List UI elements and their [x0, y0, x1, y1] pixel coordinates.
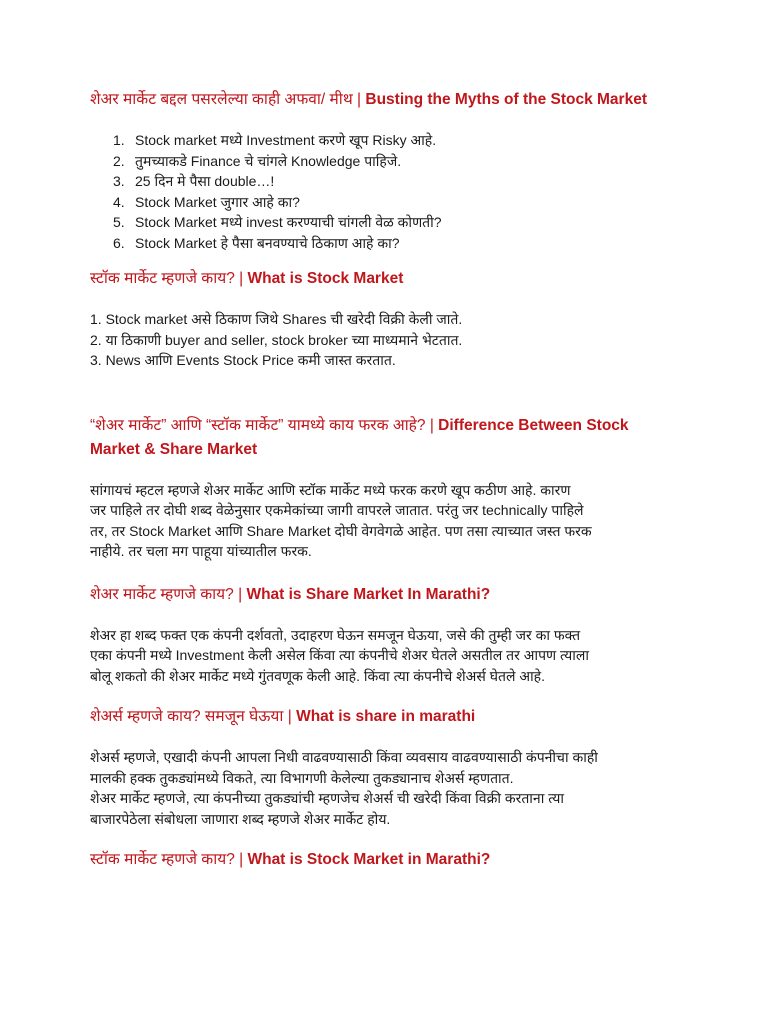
- heading-difference: [90, 414, 670, 462]
- heading-en: Difference Between Stock Market & Share Market: [90, 416, 629, 458]
- heading-mr: स्टॉक मार्केट म्हणजे काय? |: [90, 851, 248, 868]
- list-text: Stock market मध्ये Investment करणे खूप Risky आहे.: [135, 132, 437, 148]
- list-number: 4.: [113, 193, 125, 210]
- text-line: नाहीये. तर चला मग पाहूया यांच्यातील फरक.: [90, 543, 312, 559]
- text-line: जर पाहिले तर दोघी शब्द वेळेनुसार एकमेकांच्या जागी वापरले जातात. परंतु जर technically पाहिले: [90, 502, 584, 518]
- text-line: सांगायचं म्हटल म्हणजे शेअर मार्केट आणि स्टॉक मार्केट मध्ये फरक करणे खूप कठीण आहे. कारण: [90, 481, 571, 498]
- heading-mr: स्टॉक मार्केट म्हणजे काय? |: [90, 270, 248, 287]
- heading-en: What is Stock Market: [247, 270, 404, 287]
- heading-myths: [90, 88, 670, 112]
- heading-en: What is share in marathi: [296, 708, 476, 725]
- document-page: [90, 88, 670, 872]
- list-item: [90, 171, 670, 192]
- list-number: 3.: [113, 173, 125, 189]
- list-text: Stock Market मध्ये invest करण्याची चांगली वेळ कोणती?: [135, 214, 442, 230]
- text-line: शेअर हा शब्द फक्त एक कंपनी दर्शवतो, उदाहरण घेऊन समजून घेऊया, जसे की तुम्ही जर का फक्त: [90, 626, 581, 643]
- heading-en: What is Share Market In Marathi?: [246, 585, 491, 603]
- heading-mr: “शेअर मार्केट” आणि “स्टॉक मार्केट” यामध्ये काय फरक आहे? |: [90, 416, 439, 434]
- list-text: Stock Market जुगार आहे का?: [135, 193, 300, 210]
- list-number: 1.: [113, 132, 125, 148]
- share-market-paragraph: [90, 625, 670, 687]
- list-text: Stock Market हे पैसा बनवण्याचे ठिकाण आहे का?: [135, 234, 400, 251]
- stock-market-points: [90, 309, 670, 371]
- heading-shares: [90, 705, 670, 729]
- text-line: बाजारपेठेला संबोधला जाणारा शब्द म्हणजे शेअर मार्केट होय.: [90, 810, 391, 827]
- text-line: मालकी हक्क तुकड्यांमध्ये विकते, त्या विभागणी केलेल्या तुकड्यानाच शेअर्स म्हणतात.: [90, 769, 514, 786]
- list-number: 5.: [113, 214, 125, 230]
- list-item: [90, 233, 670, 254]
- list-number: 2.: [113, 152, 125, 169]
- list-item: [90, 130, 670, 151]
- list-item: [90, 212, 670, 233]
- text-line: एका कंपनी मध्ये Investment केली असेल किंवा त्या कंपनीचे शेअर घेतले असतील तर आपण त्याला: [90, 647, 589, 663]
- heading-en: What is Stock Market in Marathi?: [247, 851, 491, 868]
- heading-what-is-stock-market: [90, 267, 670, 291]
- heading-myths-en: Busting the Myths of the Stock Market: [365, 91, 647, 108]
- text-line: 1. Stock market असे ठिकाण जिथे Shares ची खरेदी विक्री केली जाते.: [90, 311, 463, 327]
- heading-stock-market-marathi: [90, 848, 670, 872]
- heading-mr: शेअर मार्केट म्हणजे काय? |: [90, 585, 247, 603]
- myths-list: [90, 130, 670, 253]
- list-item: [90, 151, 670, 172]
- text-line: 3. News आणि Events Stock Price कमी जास्त करतात.: [90, 352, 396, 368]
- heading-share-market: [90, 583, 670, 607]
- text-line: बोलू शकतो की शेअर मार्केट मध्ये गुंतवणूक केली आहे. किंवा त्या कंपनीचे शेअर्स घेतले आहे.: [90, 667, 545, 684]
- heading-myths-mr: शेअर मार्केट बद्दल पसरलेल्या काही अफवा/ मीथ |: [90, 91, 366, 108]
- text-line: तर, तर Stock Market आणि Share Market दोघी वेगवेगळे आहेत. पण तसा त्याच्यात जस्त फरक: [90, 522, 592, 539]
- difference-paragraph: [90, 480, 670, 562]
- list-item: [90, 192, 670, 213]
- list-text: 25 दिन मे पैसा double…!: [135, 173, 275, 189]
- text-line: शेअर्स म्हणजे, एखादी कंपनी आपला निधी वाढवण्यासाठी किंवा व्यवसाय वाढवण्यासाठी कंपनीचा काही: [90, 749, 598, 765]
- list-number: 6.: [113, 234, 125, 251]
- heading-mr: शेअर्स म्हणजे काय? समजून घेऊया |: [90, 708, 297, 725]
- text-line: 2. या ठिकाणी buyer and seller, stock broker च्या माध्यमाने भेटतात.: [90, 331, 463, 348]
- list-text: तुमच्याकडे Finance चे चांगले Knowledge पाहिजे.: [135, 152, 402, 169]
- shares-paragraph: [90, 747, 670, 829]
- text-line: शेअर मार्केट म्हणजे, त्या कंपनीच्या तुकड्यांची म्हणजेच शेअर्स ची खरेदी किंवा विक्री करताना त्या: [90, 790, 565, 806]
